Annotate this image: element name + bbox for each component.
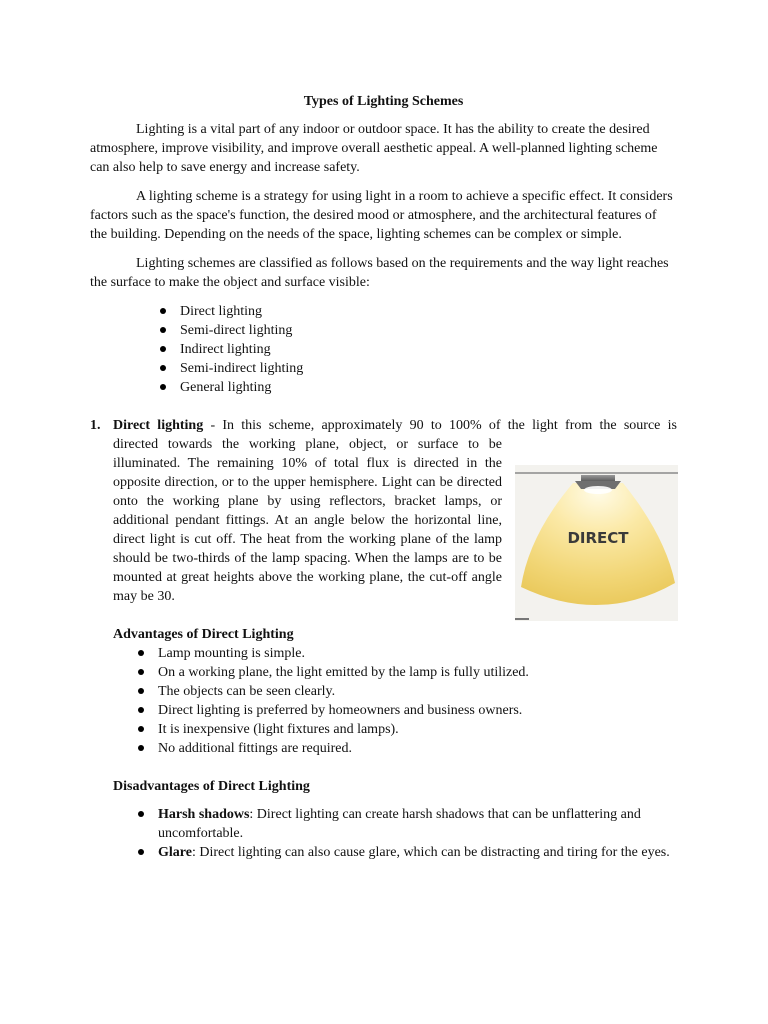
list-item: Lamp mounting is simple.: [158, 644, 677, 663]
list-item: Direct lighting is preferred by homeowners and business owners.: [158, 701, 677, 720]
figure-label: DIRECT: [567, 529, 629, 547]
section-heading: Direct lighting: [113, 418, 204, 433]
page-title: Types of Lighting Schemes: [303, 94, 464, 109]
direct-lighting-illustration: [515, 465, 678, 621]
direct-lighting-section-heading: [90, 416, 677, 435]
advantages-heading: Advantages of Direct Lighting: [113, 627, 294, 642]
list-item: No additional fittings are required.: [158, 739, 677, 758]
disadvantages-list: [158, 805, 677, 862]
disadvantage-term: Harsh shadows: [158, 807, 250, 822]
section-number: 1.: [90, 418, 101, 433]
list-item: [158, 843, 677, 862]
scheme-definition-paragraph: A lighting scheme is a strategy for using light in a room to achieve a specific effect. It considers factors such as the space's function, the desired mood or atmosphere, and the architectural features of the building. Depending on the needs of the space, lighting schemes can be complex or simple.: [90, 189, 673, 242]
section-first-line: - In this scheme, approximately 90 to 100% of the light from the source is: [203, 418, 677, 433]
list-item: It is inexpensive (light fixtures and lamps).: [158, 720, 677, 739]
list-item: On a working plane, the light emitted by the lamp is fully utilized.: [158, 663, 677, 682]
lamp-cone-icon: [515, 465, 678, 621]
list-item: General lighting: [180, 378, 677, 397]
intro-paragraph: Lighting is a vital part of any indoor or outdoor space. It has the ability to create the desired atmosphere, improve visibility, and improve overall aesthetic appeal. A well-planned lighting scheme can also help to save energy and increase safety.: [90, 122, 658, 175]
disadvantages-heading: Disadvantages of Direct Lighting: [113, 779, 310, 794]
list-item: Direct lighting: [180, 302, 677, 321]
lighting-types-list: [180, 302, 677, 397]
list-item: Semi-direct lighting: [180, 321, 677, 340]
list-item: [158, 805, 677, 843]
disadvantage-text: : Direct lighting can create harsh shadows that can be unflattering and uncomfortable.: [158, 807, 641, 841]
direct-lighting-description: directed towards the working plane, object, or surface to be illuminated. The remaining 10% of total flux is directed in the opposite direction, or to the upper hemisphere. Light can be directed onto the working plane by using reflectors, bracket lamps, or additional pendant fittings. At an angle below the horizontal line, direct light is cut off. The heat from the working plane of the lamp should be two-thirds of the lamp spacing. When the lamps are to be mounted at great heights above the working plane, the cut-off angle may be 30.: [113, 437, 502, 604]
list-item: Indirect lighting: [180, 340, 677, 359]
list-item: The objects can be seen clearly.: [158, 682, 677, 701]
advantages-list: [158, 644, 677, 758]
list-item: Semi-indirect lighting: [180, 359, 677, 378]
classification-paragraph: Lighting schemes are classified as follows based on the requirements and the way light reaches the surface to make the object and surface visible:: [90, 256, 669, 290]
disadvantage-text: : Direct lighting can also cause glare, which can be distracting and tiring for the eyes.: [191, 845, 670, 860]
disadvantage-term: Glare: [158, 845, 192, 860]
